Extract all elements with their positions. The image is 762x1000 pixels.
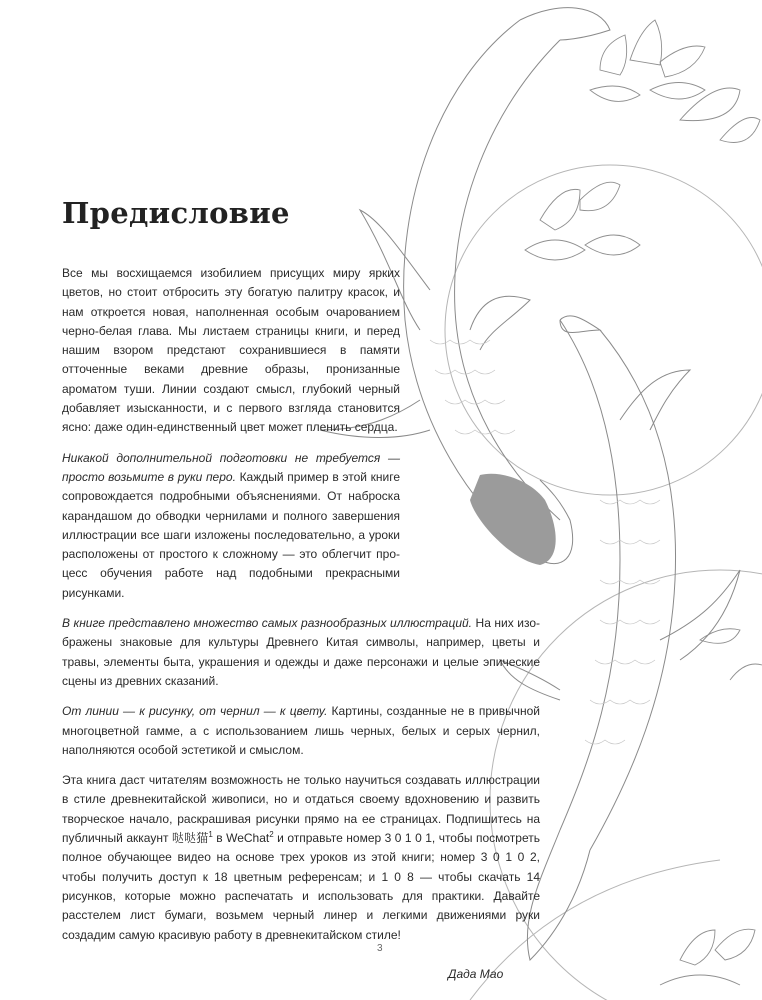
italic-lead: Никакой дополнительной подготовки не требуется — просто возьмите в руки перо.: [62, 450, 400, 484]
preface-paragraph-1: Все мы восхищаемся изобилием присущих миру ярких цветов, но стоит отбросить эту богатую палитру красок, и нам откроется новая, наполненная особым очарованием черно-белая глава. Мы листаем страницы книги, и перед нашим взором предстают сохранившиеся в памяти отточенные веками древние образы, пронизанные ароматом туши. Линии создают смысл, глубокий черный добавляет изысканности, и с первого взгляда становится ясно: даже один-единственный цвет может пленить сердца.: [62, 266, 400, 435]
preface-paragraph-3: [62, 614, 540, 691]
page-title: Предисловие: [62, 196, 290, 230]
paragraph-text: Эта книга даст читателям возможность не только научиться создавать иллюстрации в стиле древнекитайской живописи, но и отдаться своему вдохновению и развить творческое начало, раскрашивая рисунки прямо на ее страницах. Подпишитесь на публичный аккаунт 哒哒猫: [62, 773, 540, 846]
page-number: 3: [377, 943, 383, 954]
preface-paragraph-2: [62, 449, 400, 603]
author-signature: Дада Мао: [448, 966, 504, 981]
lotus-flower-mid: [525, 182, 640, 260]
lotus-flower-bottom: [660, 629, 762, 985]
paragraph-text: и отправьте номер 3 0 1 0 1, чтобы посмотреть полное обучающее видео на основе трех уроков из этой книги; номер 3 0 1 0 2, чтобы получить доступ к 18 цветным референсам; и 1 0 8 — чтобы скачать 14 рисунков, которые можно распечатать и использовать для практики. Давайте расстелем лист бумаги, возьмем черный линер и легкими движениями руки создадим самую красивую работу в древнекитайском стиле!: [62, 831, 540, 942]
preface-paragraph-5: [62, 771, 540, 945]
preface-paragraph-4: [62, 702, 540, 760]
italic-lead: В книге представлено множество самых разнообразных иллюстраций.: [62, 616, 473, 631]
paragraph-text: На них изображены знаковые для культуры Древнего Китая символы, например, цветы и травы, элементы быта, украшения и одежды и даже персонажи и целые эпические сцены из древних сказаний.: [62, 616, 541, 688]
paragraph-text: Картины, созданные не в привычной многоцветной гамме, а с использованием лишь черных, белых и серых чернил, наполняются особой эстетикой и смыслом.: [62, 704, 540, 757]
paragraph-text: в WeChat: [212, 831, 270, 846]
preface-body: [62, 264, 542, 981]
footnote-ref-1: 1: [208, 830, 213, 840]
paragraph-text: Каждый пример в этой книге сопровождается подробными объяснениями. От наброска карандашом до обводки чернилами и полного завершения иллюстрации все шаги изложены последовательно, а уроки расположены от простого к сложному — это облегчит процесс обучения работе над подобными прекрасными рисунками.: [62, 469, 400, 600]
italic-lead: От линии — к рисунку, от чернил — к цвету.: [62, 704, 328, 719]
footnote-ref-2: 2: [269, 830, 274, 840]
lotus-flower-top: [590, 20, 760, 143]
